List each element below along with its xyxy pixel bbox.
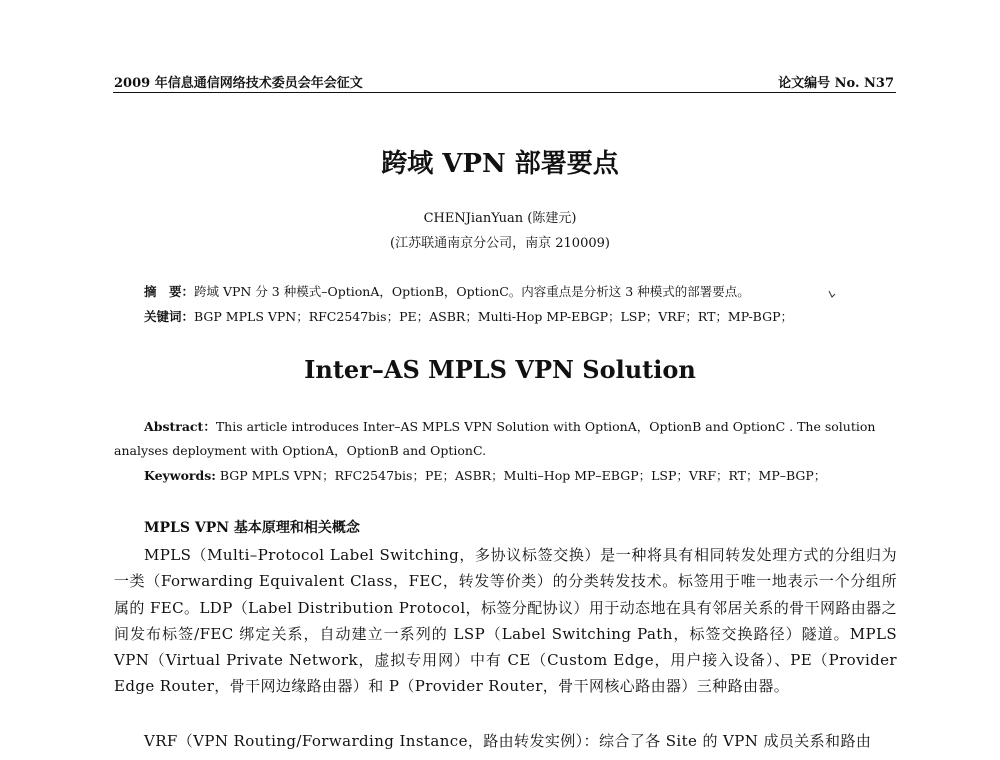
abstract-english	[114, 415, 897, 463]
keywords-chinese	[144, 307, 904, 325]
body-paragraph: VRF（VPN Routing/Forwarding Instance，路由转发实例）：综合了各 Site 的 VPN 成员关系和路由	[144, 732, 872, 750]
affiliation-line: (江苏联通南京分公司，南京 210009)	[390, 236, 610, 251]
author-line: CHENJianYuan (陈建元)	[423, 211, 577, 226]
keywords-english-label: Keywords:	[144, 468, 216, 483]
section-heading: MPLS VPN 基本原理和相关概念	[144, 520, 360, 536]
abstract-chinese	[144, 282, 904, 300]
abstract-english-text: This article introduces Inter–AS MPLS VPN Solution with OptionA，OptionB and OptionC . The solution analyses deployment with OptionA，OptionB and OptionC.	[114, 419, 876, 458]
header-divider	[113, 92, 896, 93]
paper-title-chinese: 跨域 VPN 部署要点	[381, 149, 619, 179]
keywords-chinese-text: BGP MPLS VPN；RFC2547bis；PE；ASBR；Multi-Hop MP-EBGP；LSP；VRF；RT；MP-BGP；	[194, 309, 793, 324]
abstract-chinese-text: 跨域 VPN 分 3 种模式–OptionA，OptionB，OptionC。内容重点是分析这 3 种模式的部署要点。	[194, 284, 750, 299]
body-paragraph: MPLS（Multi–Protocol Label Switching，多协议标签交换）是一种将具有相同转发处理方式的分组归为一类（Forwarding Equivalent Class，FEC，转发等价类）的分类转发技术。标签用于唯一地表示一个分组所属的 FEC。LDP（Label Distribution Protocol，标签分配协议）用于动态地在具有邻居关系的骨干网路由器之间发布标签/FEC 绑定关系，自动建立一系列的 LSP（Label Switching Path，标签交换路径）隧道。MPLS VPN（Virtual Private Network，虚拟专用网）中有 CE（Custom Edge，用户接入设备）、PE（Provider Edge Router，骨干网边缘路由器）和 P（Provider Router，骨干网核心路由器）三种路由器。	[114, 546, 897, 696]
running-header-left: 2009 年信息通信网络技术委员会年会征文	[114, 76, 363, 91]
scan-mark-icon	[828, 290, 836, 300]
abstract-english-label: Abstract：	[144, 419, 216, 434]
keywords-english	[144, 466, 904, 484]
paper-title-english: Inter–AS MPLS VPN Solution	[304, 355, 696, 384]
keywords-english-text: BGP MPLS VPN；RFC2547bis；PE；ASBR；Multi–Hop MP–EBGP；LSP；VRF；RT；MP–BGP；	[219, 468, 827, 483]
paper-number: 论文编号 No. N37	[778, 76, 894, 91]
keywords-chinese-label: 关键词：	[144, 309, 195, 324]
abstract-chinese-label: 摘 要：	[144, 284, 195, 299]
